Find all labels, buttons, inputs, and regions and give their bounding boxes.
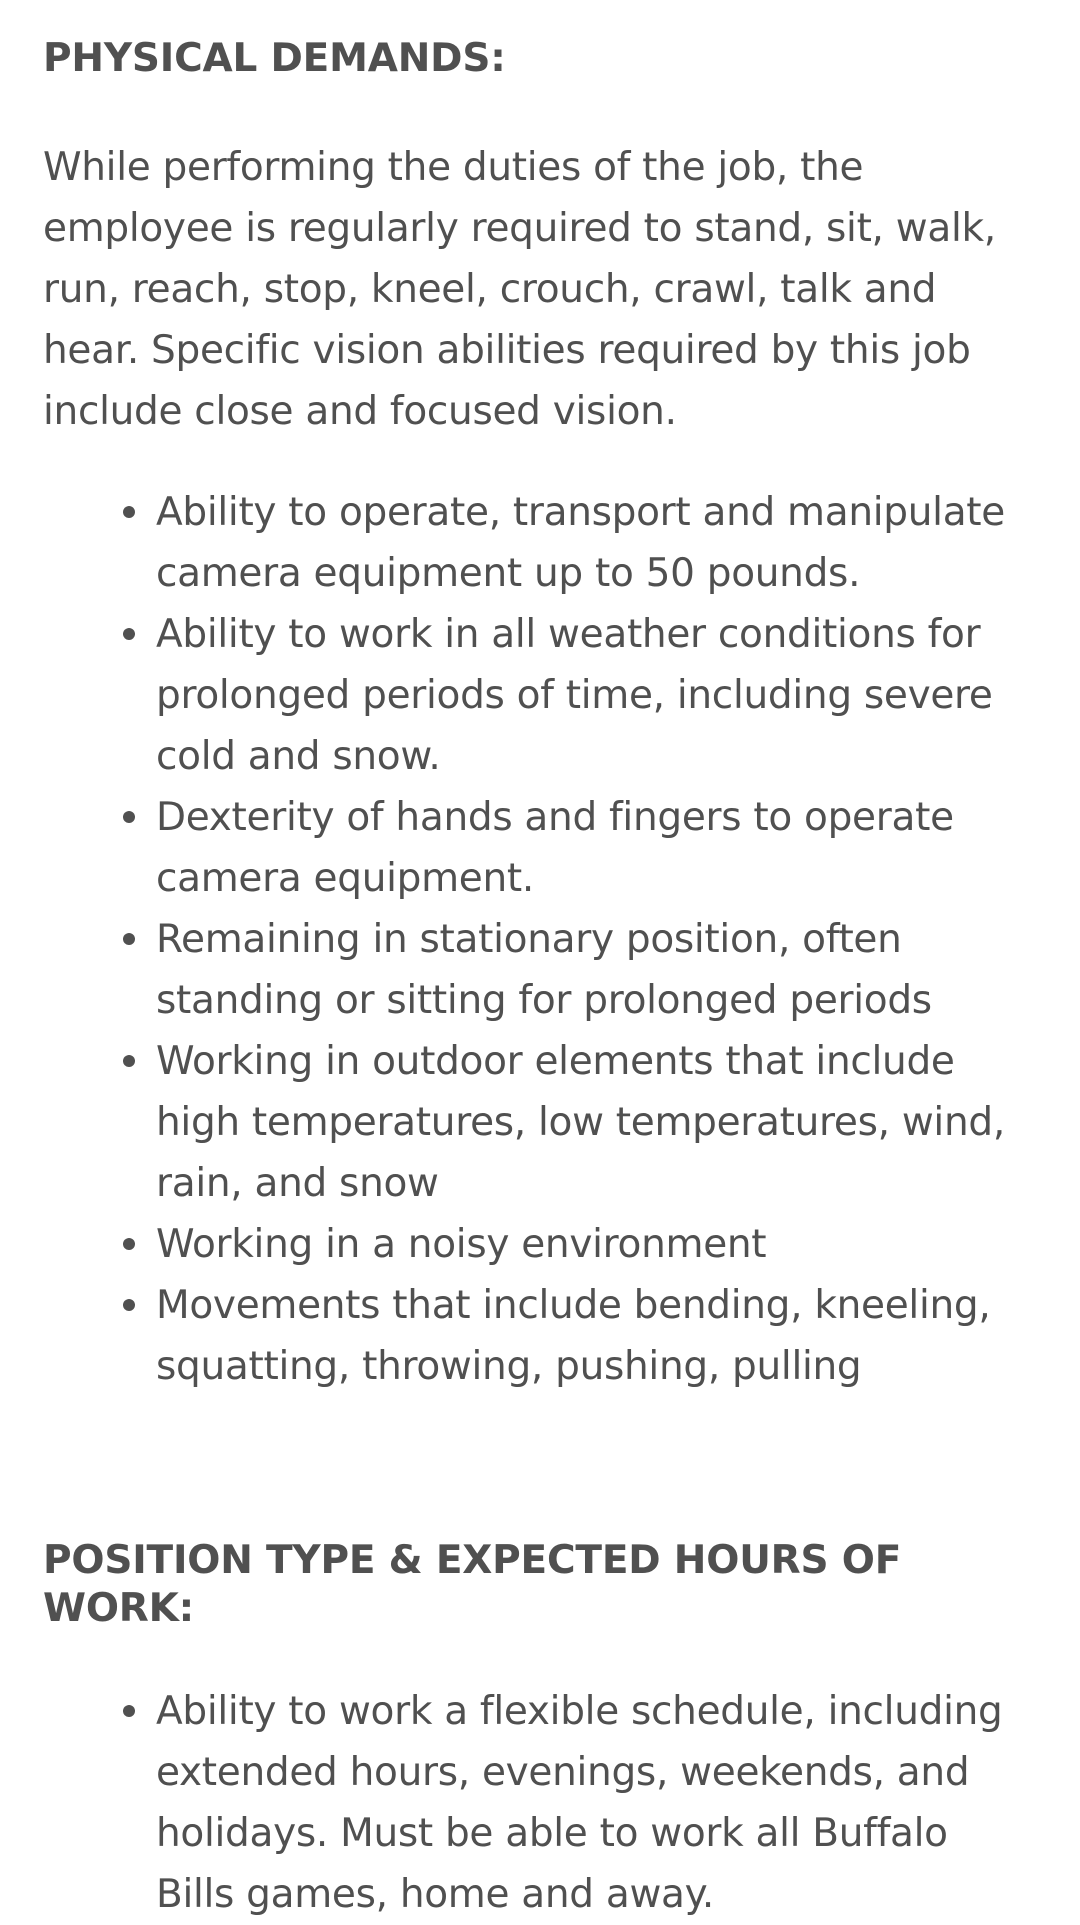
bullet-icon [123, 1299, 135, 1311]
bullet-icon [123, 628, 135, 640]
list-item-text: Dexterity of hands and fingers to operate camera equipment. [156, 795, 954, 901]
position-type-list [43, 1681, 1037, 1925]
list-item-text: Movements that include bending, kneeling, squatting, throwing, pushing, pulling [156, 1283, 991, 1389]
position-type-heading: POSITION TYPE & EXPECTED HOURS OF WORK: [43, 1538, 902, 1631]
list-item [156, 909, 1037, 1031]
list-item-text: Ability to operate, transport and manipulate camera equipment up to 50 pounds. [156, 490, 1005, 596]
list-item-text: Working in a noisy environment [156, 1222, 767, 1267]
list-item [156, 482, 1037, 604]
list-item-text: Ability to work in all weather conditions for prolonged periods of time, including severe cold and snow. [156, 612, 993, 779]
list-item-text: Ability to work a flexible schedule, including extended hours, evenings, weekends, and holidays. Must be able to work all Buffalo Bills games, home and away. [156, 1689, 1003, 1917]
list-item [156, 787, 1037, 909]
list-item-text: Working in outdoor elements that include high temperatures, low temperatures, wind, rain, and snow [156, 1039, 1005, 1206]
bullet-icon [123, 811, 135, 823]
list-item [156, 1214, 1037, 1275]
list-item [156, 1681, 1037, 1925]
list-item [156, 604, 1037, 787]
bullet-icon [123, 506, 135, 518]
bullet-icon [123, 1705, 135, 1717]
physical-demands-intro: While performing the duties of the job, the employee is regularly required to stand, sit, walk, run, reach, stop, kneel, crouch, crawl, talk and hear. Specific vision abilities required by this job include close and focused vision. [43, 145, 996, 434]
bullet-icon [123, 1055, 135, 1067]
bullet-icon [123, 1238, 135, 1250]
list-item [156, 1031, 1037, 1214]
list-item-text: Remaining in stationary position, often standing or sitting for prolonged periods [156, 917, 932, 1023]
physical-demands-heading: PHYSICAL DEMANDS: [43, 36, 506, 81]
physical-demands-list [43, 482, 1037, 1397]
bullet-icon [123, 933, 135, 945]
list-item [156, 1275, 1037, 1397]
